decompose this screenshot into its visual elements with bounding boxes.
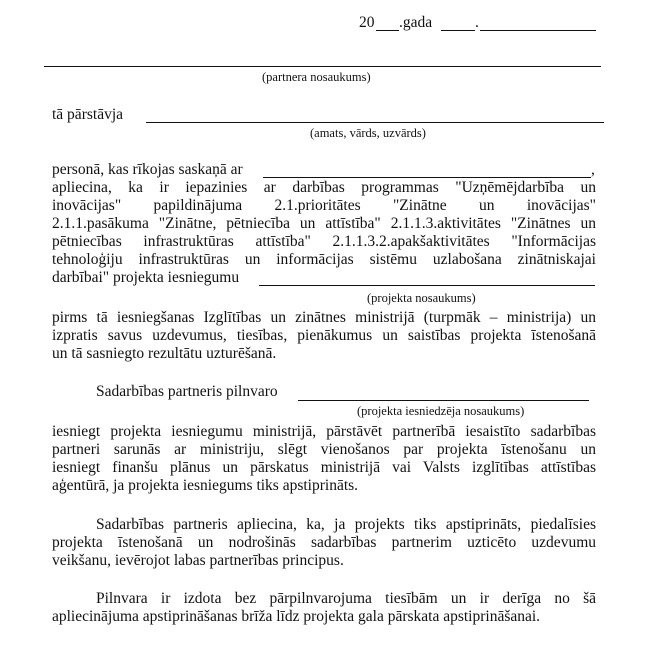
- para1-line: tehnoloģiju infrastruktūras un informācijas sistēmu uzlabošana zinātniskajai: [52, 251, 596, 268]
- para3-line: veikšanu, ievērojot labas partnerības principus.: [52, 552, 344, 569]
- para1-comma: ,: [591, 161, 595, 178]
- para2-line1-start: Sadarbības partneris pilnvaro: [96, 383, 278, 400]
- para4-line: Pilnvara ir izdota bez pārpilnvarojuma tiesībām un ir derīga no šā: [96, 590, 596, 607]
- month-blank[interactable]: [480, 30, 596, 31]
- basis-blank[interactable]: [263, 177, 591, 178]
- para1-tail-line: un tā sasniegto rezultātu uzturēšanā.: [52, 345, 277, 362]
- project-caption: (projekta nosaukums): [367, 291, 476, 305]
- day-blank[interactable]: [441, 30, 475, 31]
- project-name-blank[interactable]: [259, 285, 595, 286]
- para3-line: projekta īstenošanā un nodrošinās sadarbības partnerim uzticēto uzdevumu: [52, 534, 596, 551]
- para1-line1-start: personā, kas rīkojas saskaņā ar: [52, 161, 243, 178]
- para1-tail-line: izpratis savus uzdevumus, tiesības, pienākumus un saistības projekta īstenošanā: [52, 327, 596, 344]
- partner-name-blank[interactable]: [44, 66, 601, 67]
- partner-caption: (partnera nosaukums): [262, 70, 371, 84]
- representative-caption: (amats, vārds, uzvārds): [310, 126, 426, 140]
- para2-line: aģentūrā, ja projekta iesniegums tiks apstiprināts.: [52, 477, 359, 494]
- para1-line: apliecina, ka ir iepazinies ar darbības programmas "Uzņēmējdarbība un: [52, 179, 596, 196]
- para1-line: 2.1.1.pasākuma "Zinātne, pētniecība un attīstība" 2.1.1.3.aktivitātes "Zinātnes un: [52, 215, 596, 232]
- applicant-name-blank[interactable]: [298, 400, 589, 401]
- para2-line: partneri sarunās ar ministriju, slēgt vienošanos par projekta īstenošanu un: [52, 441, 596, 458]
- applicant-caption: (projekta iesniedzēja nosaukums): [357, 404, 525, 418]
- para2-line: iesniegt finanšu plānus un pārskatus ministrijā vai Valsts izglītības attīstības: [52, 459, 596, 476]
- para2-line: iesniegt projekta iesniegumu ministrijā, pārstāvēt partnerībā iesaistīto sadarbības: [52, 423, 596, 440]
- para4-line: apliecinājuma apstiprināšanas brīža līdz projekta gala pārskata apstiprināšanai.: [52, 608, 541, 625]
- year-prefix: 20: [359, 14, 375, 31]
- representative-blank[interactable]: [146, 122, 604, 123]
- representative-label: tā pārstāvja: [52, 106, 124, 123]
- para1-line7-start: darbībai" projekta iesniegumu: [52, 269, 240, 286]
- para1-tail-line: pirms tā iesniegšanas Izglītības un zinātnes ministrijā (turpmāk – ministrija) un: [52, 309, 596, 326]
- para1-line: inovācijas" papildinājuma 2.1.prioritātes "Zinātne un inovācijas": [52, 197, 596, 214]
- para1-line: pētniecības infrastruktūras attīstība" 2.1.1.3.2.apakšaktivitātes "Informācijas: [52, 233, 596, 250]
- year-blank[interactable]: [376, 30, 399, 31]
- date-dot: .: [475, 14, 479, 31]
- para3-line: Sadarbības partneris apliecina, ka, ja projekts tiks apstiprināts, piedalīsies: [96, 516, 596, 533]
- gada-label: .gada: [399, 14, 433, 31]
